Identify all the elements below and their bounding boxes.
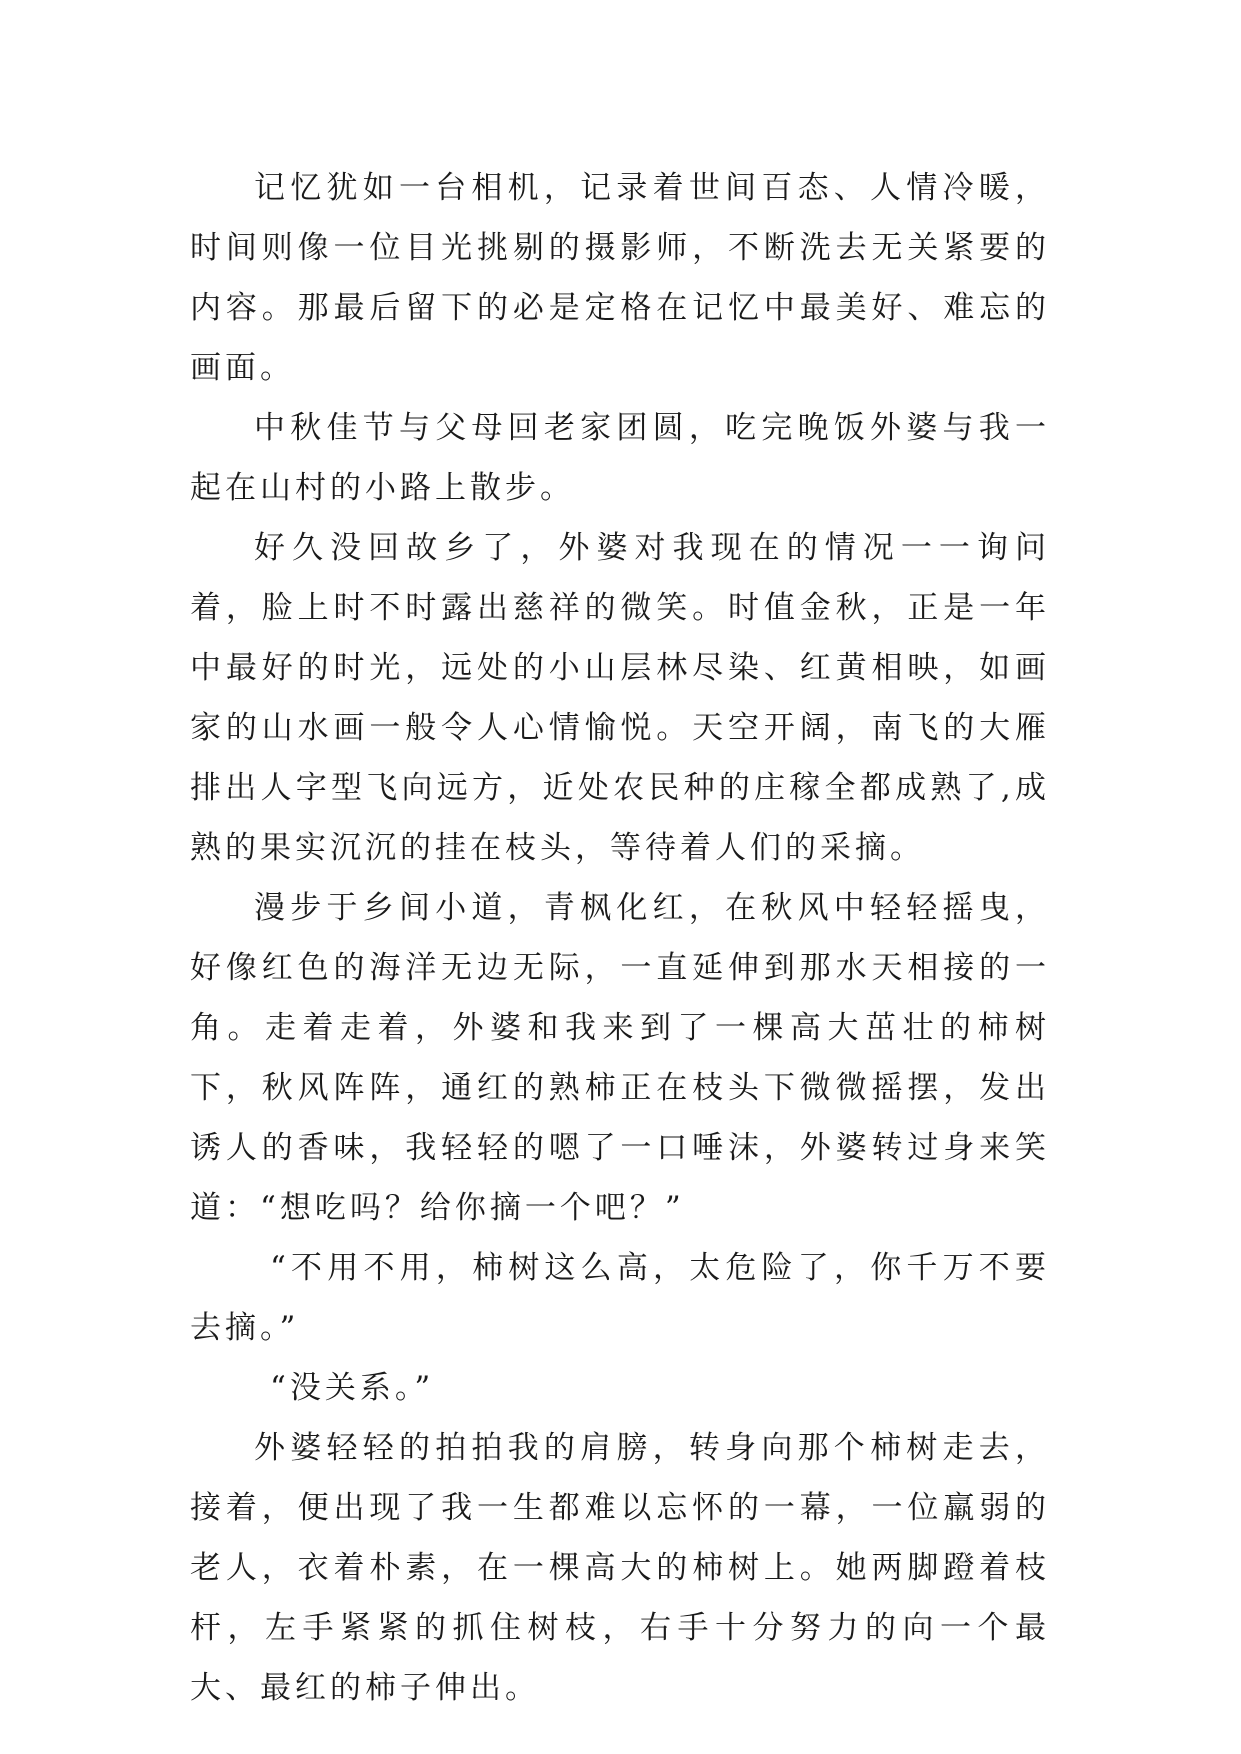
paragraph-dialogue-refuse: “不用不用，柿树这么高，太危险了，你千万不要去摘。”	[190, 1250, 1050, 1346]
essay-body	[190, 158, 1050, 1718]
paragraph-persimmon-tree: 漫步于乡间小道，青枫化红，在秋风中轻轻摇曳，好像红色的海洋无边无际，一直延伸到那水天相接的一角。走着走着，外婆和我来到了一棵高大茁壮的柿树下，秋风阵阵，通红的熟柿正在枝头下微微摇摆，发出诱人的香味，我轻轻的嗯了一口唾沫，外婆转过身来笑道：“想吃吗？给你摘一个吧？”	[190, 890, 1050, 1226]
paragraph-autumn-scenery: 好久没回故乡了，外婆对我现在的情况一一询问着，脸上时不时露出慈祥的微笑。时值金秋，正是一年中最好的时光，远处的小山层林尽染、红黄相映，如画家的山水画一般令人心情愉悦。天空开阔，南飞的大雁排出人字型飞向远方，近处农民种的庄稼全都成熟了,成熟的果实沉沉的挂在枝头，等待着人们的采摘。	[190, 530, 1050, 866]
paragraph-mid-autumn: 中秋佳节与父母回老家团圆，吃完晚饭外婆与我一起在山村的小路上散步。	[190, 410, 1050, 506]
paragraph-memory-camera: 记忆犹如一台相机，记录着世间百态、人情冷暖，时间则像一位目光挑剔的摄影师，不断洗去无关紧要的内容。那最后留下的必是定格在记忆中最美好、难忘的画面。	[190, 170, 1050, 386]
paragraph-dialogue-reply: “没关系。”	[270, 1370, 435, 1406]
paragraph-grandma-climbs: 外婆轻轻的拍拍我的肩膀，转身向那个柿树走去，接着，便出现了我一生都难以忘怀的一幕，一位羸弱的老人，衣着朴素，在一棵高大的柿树上。她两脚蹬着枝杆，左手紧紧的抓住树枝，右手十分努力的向一个最大、最红的柿子伸出。	[190, 1430, 1050, 1706]
